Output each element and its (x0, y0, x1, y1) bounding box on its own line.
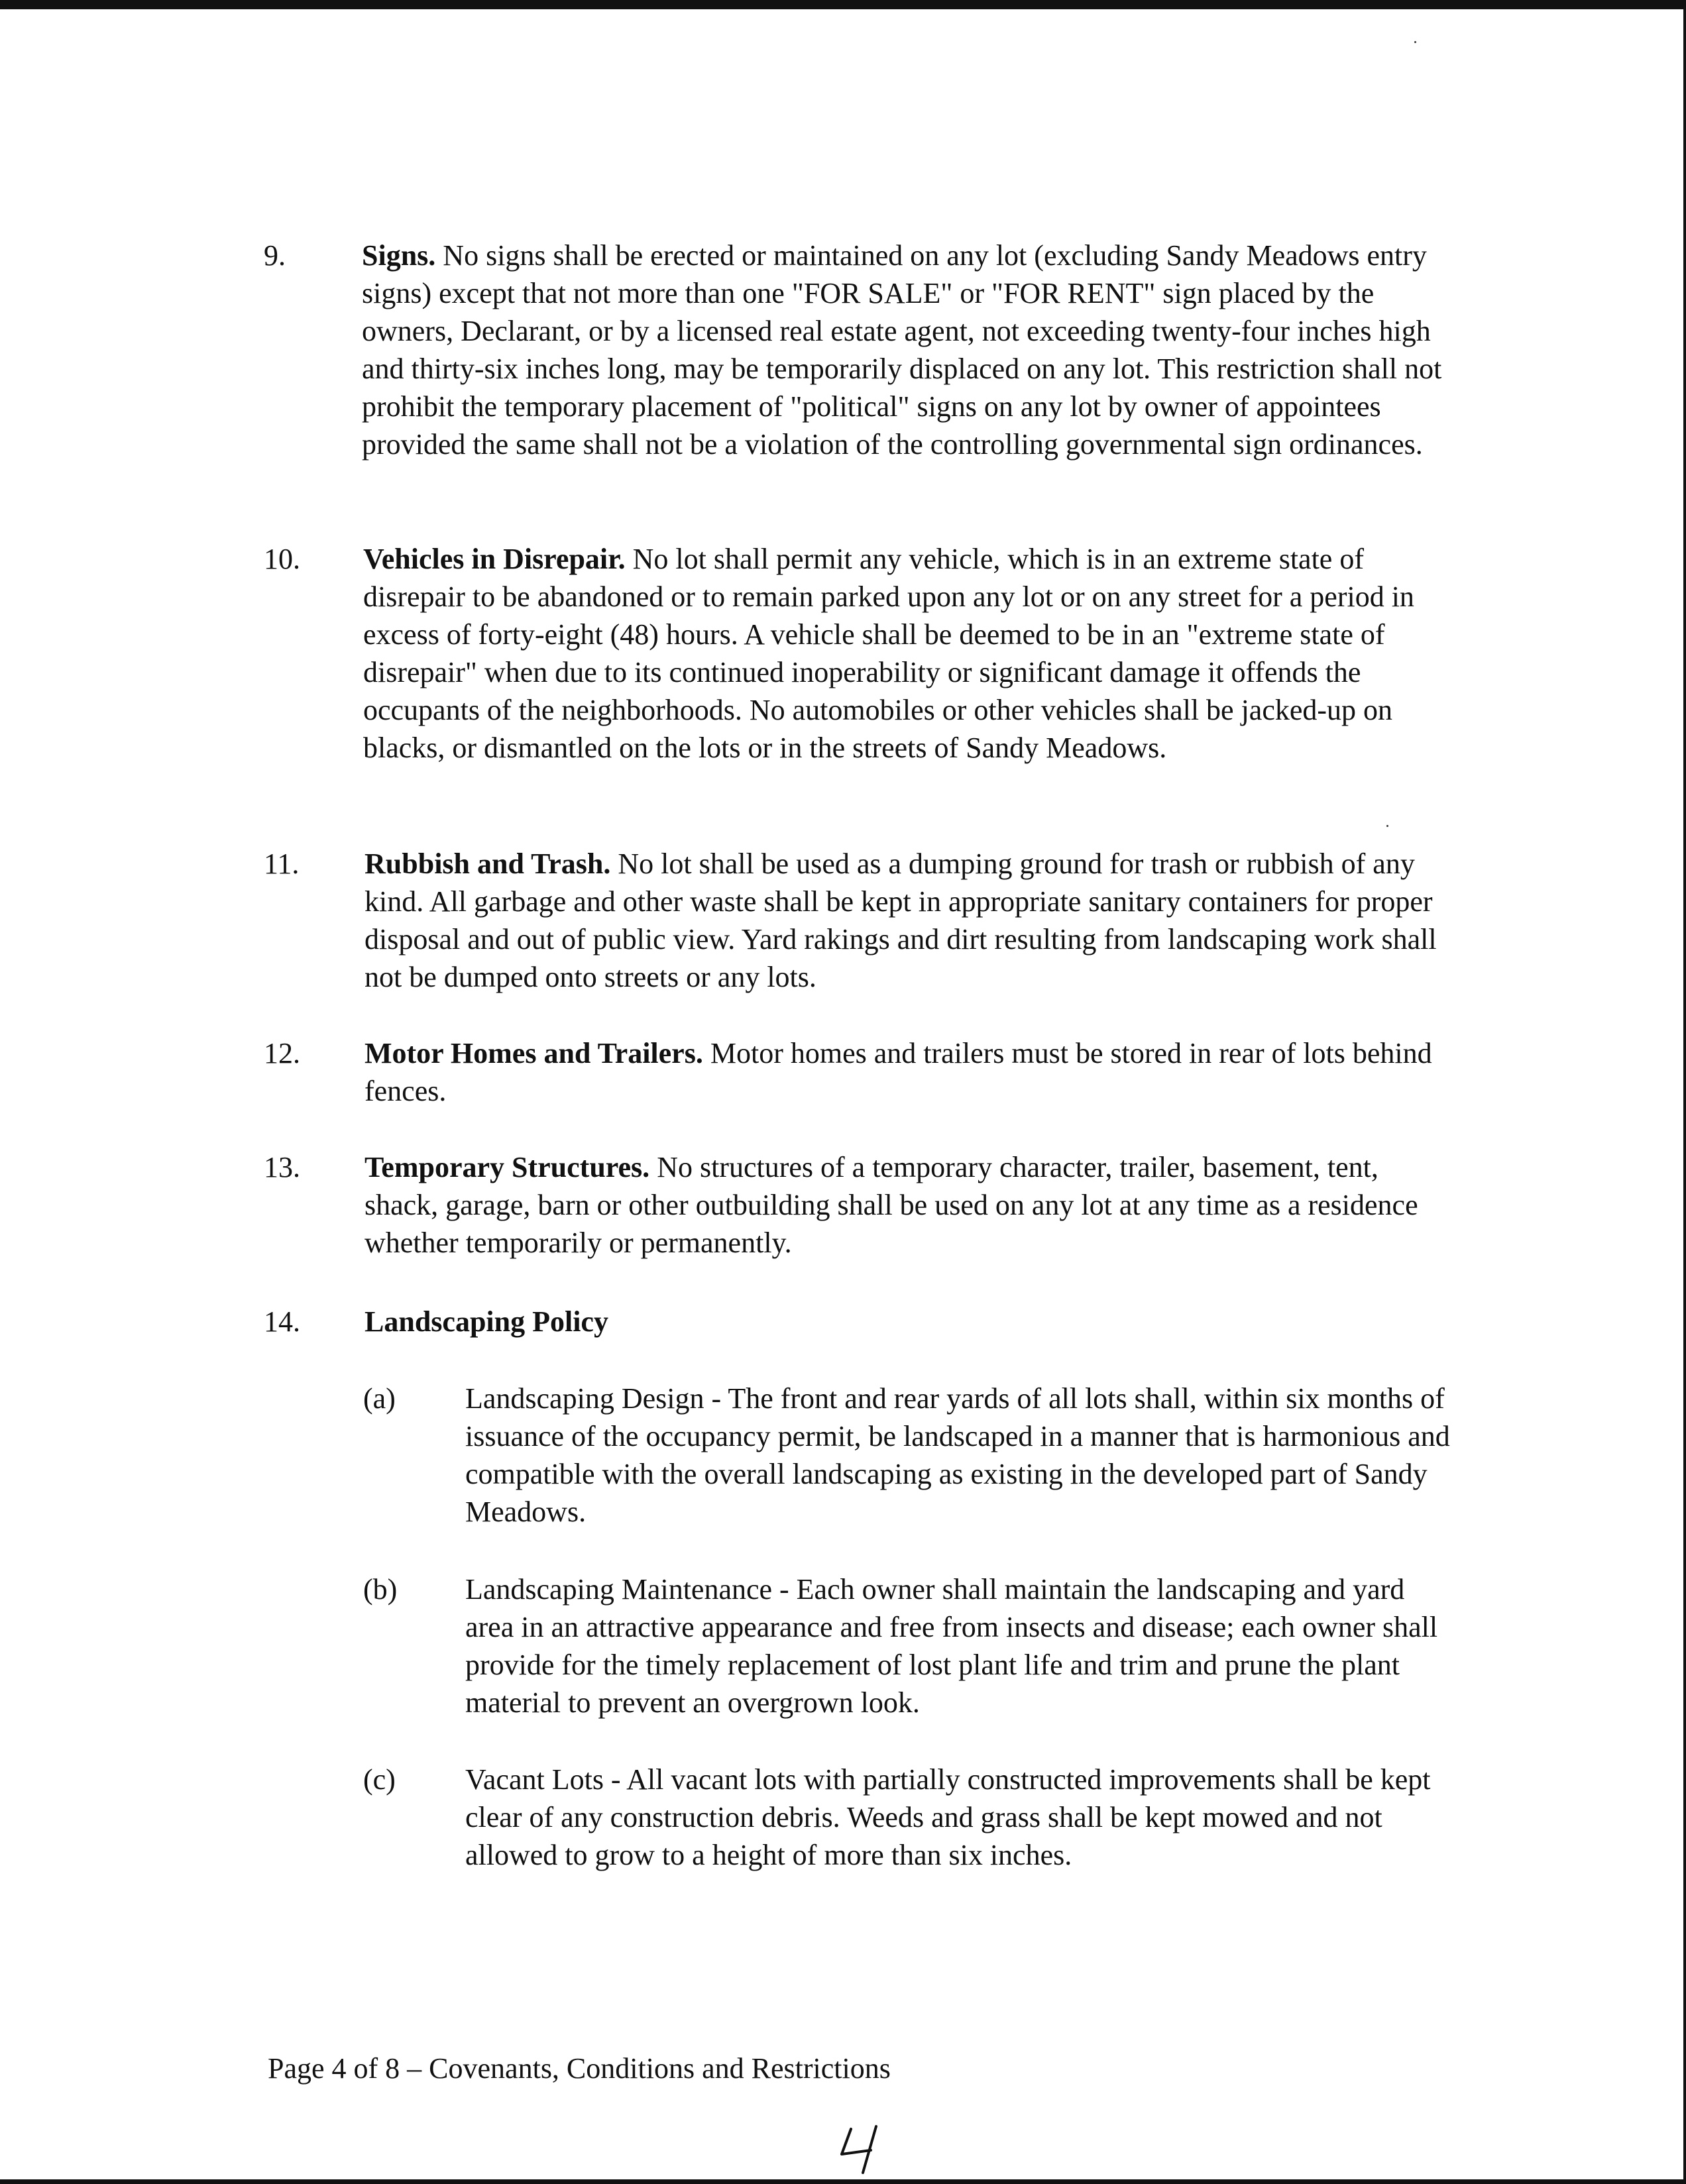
section-number: 12. (264, 1037, 300, 1069)
scan-bottom-border (0, 2179, 1686, 2184)
section-body (363, 540, 1450, 767)
scan-right-border (1683, 0, 1686, 2184)
section-heading: Temporary Structures. (365, 1151, 650, 1183)
section-number: 9. (264, 239, 286, 272)
section-heading: Motor Homes and Trailers. (365, 1037, 703, 1069)
section-text: No lot shall be used as a dumping ground for trash or rubbish of any kind. All garbage and other waste shall be kept in appropriate sanitary containers for proper disposal and out of public view. Yard rakings and dirt resulting from landscaping work shall not be dumped onto streets or any lots. (365, 847, 1437, 993)
section-body (365, 845, 1451, 996)
subsection-text: Landscaping Design - The front and rear yards of all lots shall, within six months of issuance of the occupancy permit, be landscaped in a manner that is harmonious and compatible with the overall landscaping as existing in the developed part of Sandy Meadows. (465, 1382, 1450, 1528)
section-heading: Landscaping Policy (365, 1305, 608, 1338)
section-number: 11. (264, 847, 300, 880)
section-body (365, 1034, 1451, 1110)
section-heading: Signs. (362, 239, 436, 272)
section-number: 14. (264, 1305, 300, 1338)
subsection-label: (a) (363, 1382, 396, 1415)
subsection-text: Vacant Lots - All vacant lots with partially constructed improvements shall be kept clear of any construction debris. Weeds and grass shall be kept mowed and not allowed to grow to a height of more than six inches. (465, 1763, 1431, 1871)
section-text: No signs shall be erected or maintained on any lot (excluding Sandy Meadows entry signs) except that not more than one "FOR SALE" or "FOR RENT" sign placed by the owners, Declarant, or by a licensed real estate agent, not exceeding twenty-four inches high and thirty-six inches long, may be temporarily displaced on any lot. This restriction shall not prohibit the temporary placement of "political" signs on any lot by owner of appointees provided the same shall not be a violation of the controlling governmental sign ordinances. (362, 239, 1442, 461)
section-text: Motor homes and trailers must be stored in rear of lots behind fences. (365, 1037, 1432, 1107)
subsection-text: Landscaping Maintenance - Each owner shall maintain the landscaping and yard area in an attractive appearance and free from insects and disease; each owner shall provide for the timely replacement of lost plant life and trim and prune the plant material to prevent an overgrown look. (465, 1573, 1438, 1719)
section-body (365, 1148, 1451, 1262)
subsection-label: (b) (363, 1573, 398, 1606)
section-number: 13. (264, 1151, 300, 1183)
subsection-label: (c) (363, 1763, 396, 1796)
section-text: No lot shall permit any vehicle, which is in an extreme state of disrepair to be abandoned or to remain parked upon any lot or on any street for a period in excess of forty-eight (48) hours. A vehicle shall be deemed to be in an "extreme state of disrepair" when due to its continued inoperability or significant damage it offends the occupants of the neighborhoods. No automobiles or other vehicles shall be jacked-up on blacks, or dismantled on the lots or in the streets of Sandy Meadows. (363, 543, 1414, 764)
handwritten-page-number (836, 2124, 896, 2177)
section-body (362, 237, 1449, 463)
section-text: No structures of a temporary character, trailer, basement, tent, shack, garage, barn or other outbuilding shall be used on any lot at any time as a residence whether temporarily or permanently. (365, 1151, 1418, 1259)
section-heading: Rubbish and Trash. (365, 847, 611, 880)
section-number: 10. (264, 543, 300, 575)
section-heading: Vehicles in Disrepair. (363, 543, 626, 575)
page-footer: Page 4 of 8 – Covenants, Conditions and Restrictions (268, 2052, 891, 2085)
section-body (365, 1303, 1451, 1340)
scan-speck (1414, 41, 1416, 43)
scan-speck (1386, 825, 1388, 827)
scan-top-border (0, 0, 1686, 9)
